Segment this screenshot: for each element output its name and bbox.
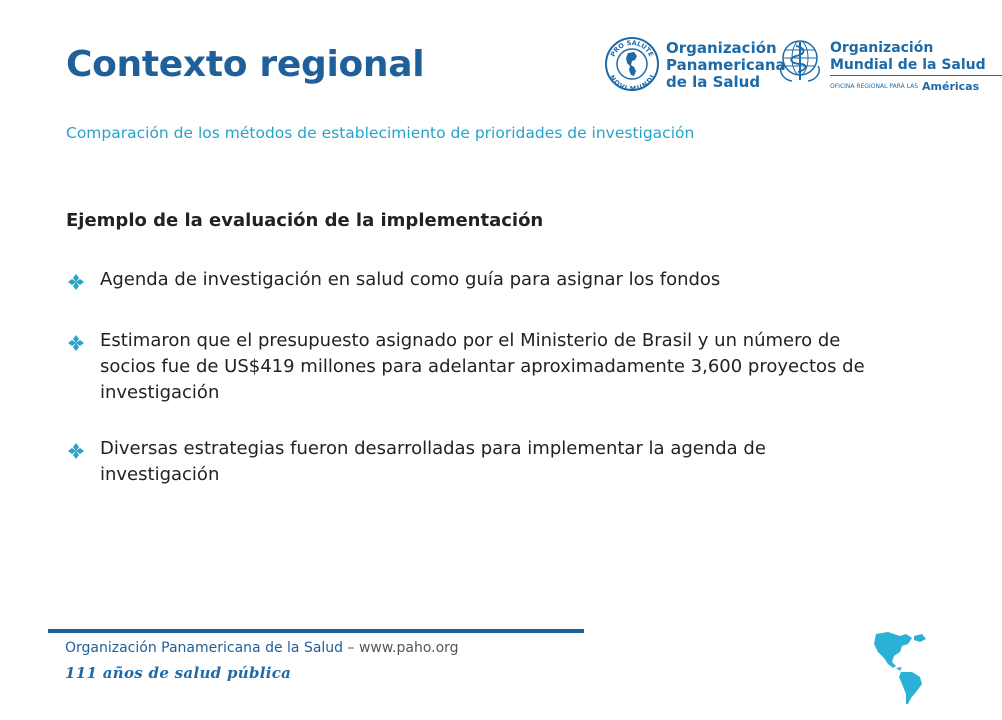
who-emblem-icon	[776, 36, 824, 84]
bullet-item	[66, 328, 866, 406]
who-divider	[830, 75, 1002, 76]
section-heading: Ejemplo de la evaluación de la implementación	[66, 210, 544, 231]
bullet-text: Estimaron que el presupuesto asignado por el Ministerio de Brasil y un número de socios fue de US$419 millones para adelantar aproximadamente 3,600 proyectos de investigación	[100, 330, 865, 403]
paho-logo	[604, 36, 786, 92]
paho-emblem-icon	[604, 36, 660, 92]
paho-name-line2: Panamericana	[666, 56, 786, 74]
who-name	[830, 40, 1002, 95]
logo-bar	[600, 36, 986, 106]
paho-name-line3: de la Salud	[666, 73, 761, 91]
who-region: Américas	[922, 80, 980, 93]
svg-text:NOVI MUNDI	[608, 74, 656, 92]
who-logo	[776, 36, 1002, 95]
paho-name	[666, 40, 786, 91]
bullet-item	[66, 267, 866, 298]
diamond-bullet-icon	[68, 443, 84, 459]
footer-tagline: 111 años de salud pública	[65, 664, 292, 682]
paho-ring-top: PRO SALUTE	[608, 38, 656, 59]
footer-separator: –	[347, 640, 355, 656]
slide-content	[66, 210, 866, 518]
footer-credit	[65, 640, 459, 656]
paho-name-line1: Organización	[666, 39, 777, 57]
diamond-bullet-icon	[68, 335, 84, 351]
slide-title: Contexto regional	[66, 44, 425, 85]
who-name-line1: Organización	[830, 40, 934, 56]
footer-divider	[48, 629, 584, 633]
americas-map-icon	[866, 630, 936, 706]
who-office-label: OFICINA REGIONAL PARA LAS	[830, 83, 919, 90]
bullet-text: Agenda de investigación en salud como guía para asignar los fondos	[100, 269, 721, 290]
paho-ring-bottom: NOVI MUNDI	[607, 73, 657, 92]
slide-subtitle: Comparación de los métodos de establecimiento de prioridades de investigación	[66, 124, 695, 142]
who-name-line2: Mundial de la Salud	[830, 57, 986, 73]
bullet-text: Diversas estrategias fueron desarrolladas para implementar la agenda de investigación	[100, 438, 766, 485]
bullet-item	[66, 436, 866, 488]
footer-url: www.paho.org	[358, 640, 459, 656]
diamond-bullet-icon	[68, 274, 84, 290]
footer-org: Organización Panamericana de la Salud	[65, 640, 344, 656]
